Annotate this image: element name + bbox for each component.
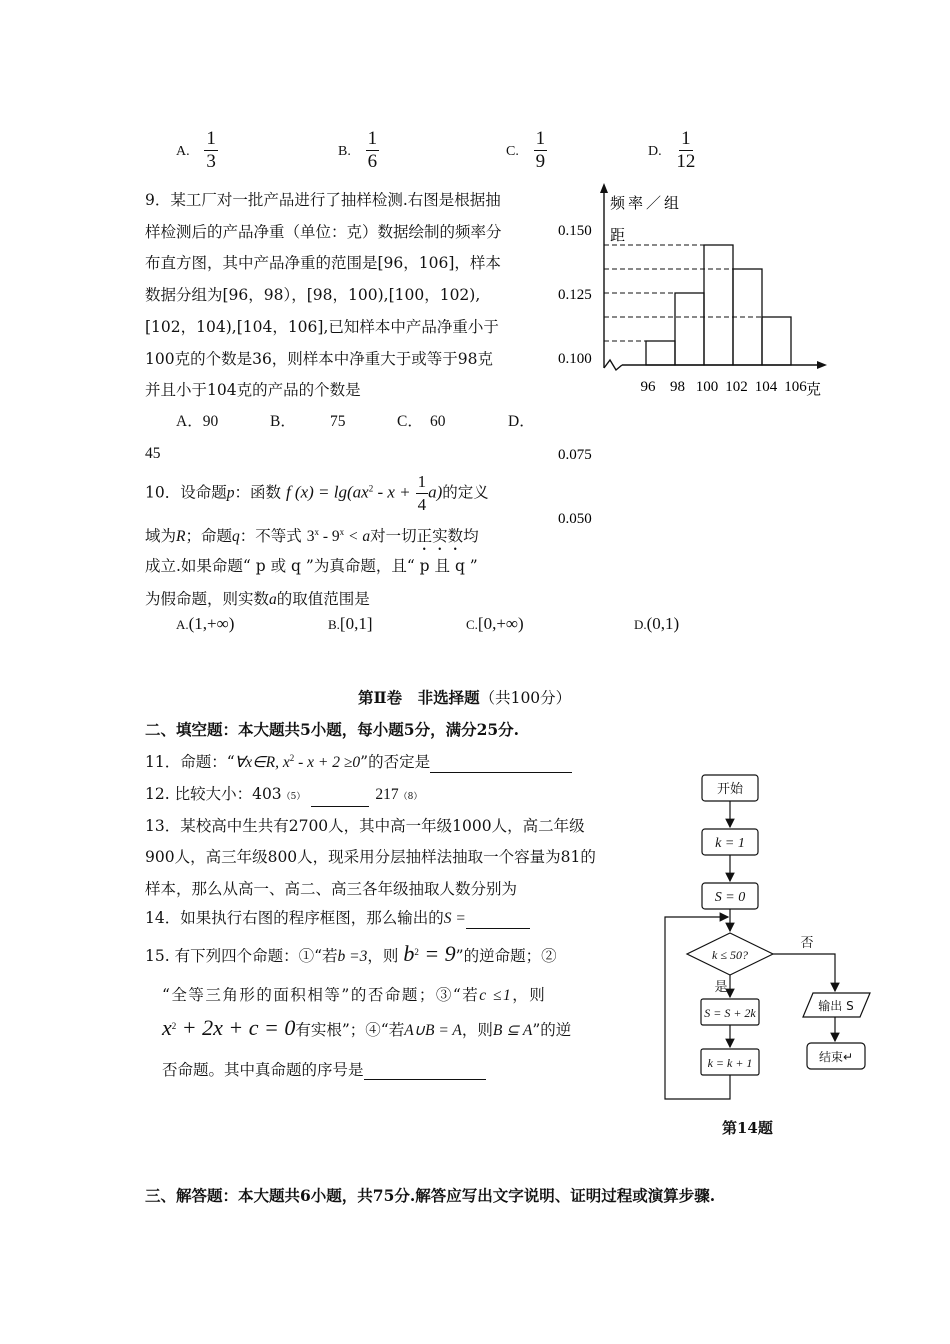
q11-answer-blank[interactable] [430,757,572,773]
q8-option-c: C. $\frac{1}{9}$ [506,128,546,172]
flow-yes-label: 是 [714,980,728,995]
q9-line: 9．某工厂对一批产品进行了抽样检测.右图是根据抽 [145,191,501,209]
q9-option-d-value: 45 [145,445,161,462]
x-tick-label: 96 [640,379,656,395]
q9-option-c-value: 60 [430,413,446,430]
q10-option-c: C.[0,+∞) [466,614,524,633]
flow-end-label: 结束↵ [818,1050,854,1064]
q10-option-a: A.(1,+∞) [176,614,235,633]
y-tick-label: 0.075 [558,447,592,463]
x-tick-label: 104 [754,379,778,395]
histogram-chart [550,180,840,540]
flow-output-label: 输出 S [818,999,854,1013]
x-tick-label: 100 [695,379,719,395]
q9-option-a: A．90 [176,413,219,430]
q10-option-b: B.[0,1] [328,614,373,633]
q9-line: 并且小于104克的产品的个数是 [145,381,361,399]
flow-init-s-label: S = 0 [714,890,746,905]
flow-no-label: 否 [800,936,814,951]
q10-line2: 域为R；命题q：不等式 $3^x - 9^x < a$对一切正实数均 [145,527,479,546]
q10-line4: 为假命题，则实数a的取值范围是 [145,590,370,608]
section2-heading: 二、填空题：本大题共5小题，每小题5分，满分25分. [145,720,520,739]
flow-init-k-label: k = 1 [715,836,745,851]
q14-answer-blank[interactable] [466,913,530,929]
x-tick-label: 102 [725,379,748,395]
q15-answer-blank[interactable] [364,1064,486,1080]
y-tick-label: 0.125 [558,287,592,303]
q9-option-b-value: 75 [330,413,346,430]
part2-title: 第Ⅱ卷 非选择题（共100分） [358,688,572,707]
q9-option-d: D． [508,413,535,430]
q8-option-b: B. $\frac{1}{6}$ [338,128,378,172]
q12: 12. 比较大小：403（5） 217（8） [145,784,422,807]
q10-line3: 成立.如果命题“ p 或 q ”为真命题，且“ p 且 q ” [145,557,478,575]
q9-line: 布直方图，其中产品净重的范围是[96，106]，样本 [145,254,501,272]
q15-line2: “全等三角形的面积相等”的否命题；③“若c ≤1，则 [162,986,547,1004]
y-tick-label: 0.050 [558,511,592,527]
x-tick-label: 98 [670,379,685,395]
x-tick-label: 106 [784,379,807,395]
histogram-bar [704,245,733,365]
flow-update-k-label: k = k + 1 [707,1056,753,1070]
y-tick-label: 0.150 [558,223,592,239]
q15-line3: $x^2 + 2x + c = 0$有实根”；④“若A∪B = A，则B ⊆ A”的逆 [162,1015,572,1041]
q9-line: [102，104),[104，106],已知样本中产品净重小于 [145,318,499,336]
q12-answer-blank[interactable] [311,791,369,807]
q13-line: 13．某校高中生共有2700人，其中高一年级1000人，高二年级 [145,817,585,835]
histogram-bar [646,341,675,365]
flowchart-caption: 第14题 [722,1119,773,1137]
q15-line4: 否命题。其中真命题的序号是 [162,1060,486,1080]
flow-start-label: 开始 [716,782,744,797]
q10-line1: 10．设命题p：函数 f $(x) = \lg(ax^2 - x$ + $\frac{1}{4}$ a)的定义 [145,472,489,514]
y-axis-label-line2: 距 [610,228,626,244]
q14: 14．如果执行右图的程序框图，那么输出的S = [145,908,530,929]
y-axis-label-line1: 频率／组 [610,196,683,212]
q9-line: 100克的个数是36，则样本中净重大于或等于98克 [145,350,494,368]
q8-option-d: D. $\frac{1}{12}$ [648,128,696,172]
q10-option-d: D.(0,1) [634,614,680,633]
q13-line: 900人，高三年级800人，现采用分层抽样法抽取一个容量为81的 [145,848,596,866]
flow-condition-label: k ≤ 50? [712,948,748,962]
q11: 11．命题：“∀x∈R, $x^2 - x + 2 \ge 0$”的否定是 [145,748,572,773]
q15-line1: 15. 有下列四个命题：①“若b =3，则 $b^2 = 9$”的逆命题；② [145,941,557,967]
q9-option-b: B． [270,413,296,430]
q9-line: 数据分组为[96，98），[98，100),[100，102), [145,286,481,304]
q9-line: 样检测后的产品净重（单位：克）数据绘制的频率分 [145,223,502,241]
flow-update-s-label: S = S + 2k [704,1006,756,1020]
q8-option-a: A. $\frac{1}{3}$ [176,128,216,172]
q9-option-c: C． [397,413,423,430]
y-tick-label: 0.100 [558,351,592,367]
histogram-bar [762,317,791,365]
x-axis-label: 克 [806,382,822,398]
q13-line: 样本，那么从高一、高二、高三各年级抽取人数分别为 [145,880,518,898]
section3-heading: 三、解答题：本大题共6小题，共75分.解答应写出文字说明、证明过程或演算步骤. [145,1186,716,1205]
flowchart [655,765,885,1110]
histogram-bar [675,293,704,365]
